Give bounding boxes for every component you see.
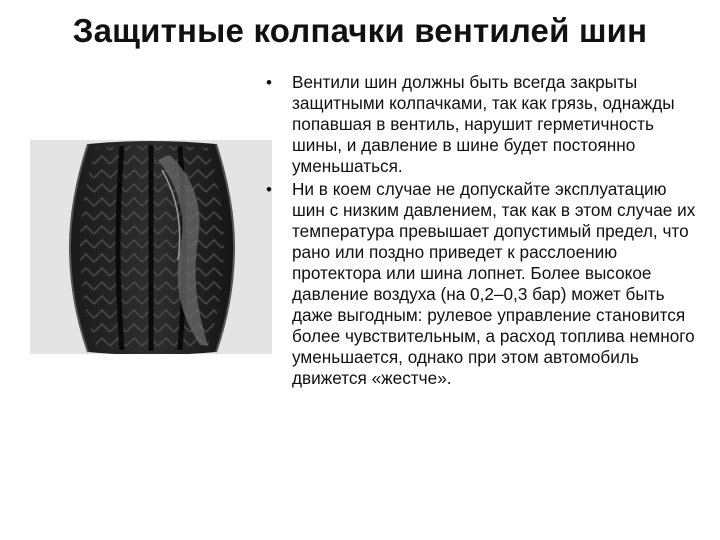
bullet-item [262, 72, 702, 177]
bullet-marker: • [266, 73, 272, 92]
bullet-text: Ни в коем случае не допускайте эксплуатацию шин с низким давлением, так как в этом случае их температура превышает допустимый предел, что рано или поздно приведет к расслоению протектора или шина лопнет. Более высокое давление воздуха (на 0,2–0,3 бар) может быть даже выгодным: рулевое управление становится более чувствительным, а расход топлива немного уменьшается, однако при этом автомобиль движется «жестче». [292, 179, 696, 388]
bullet-text: Вентили шин должны быть всегда закрыты защитными колпачками, так как грязь, однажды попавшая в вентиль, нарушит герметичность шины, и давление в шине будет постоянно уменьшаться. [292, 72, 675, 176]
slide-title: Защитные колпачки вентилей шин [72, 12, 648, 49]
bullet-item [262, 179, 702, 389]
bullet-marker: • [266, 180, 272, 199]
bullet-list [262, 72, 702, 391]
tire-icon [30, 140, 272, 354]
tire-photo [30, 140, 272, 354]
